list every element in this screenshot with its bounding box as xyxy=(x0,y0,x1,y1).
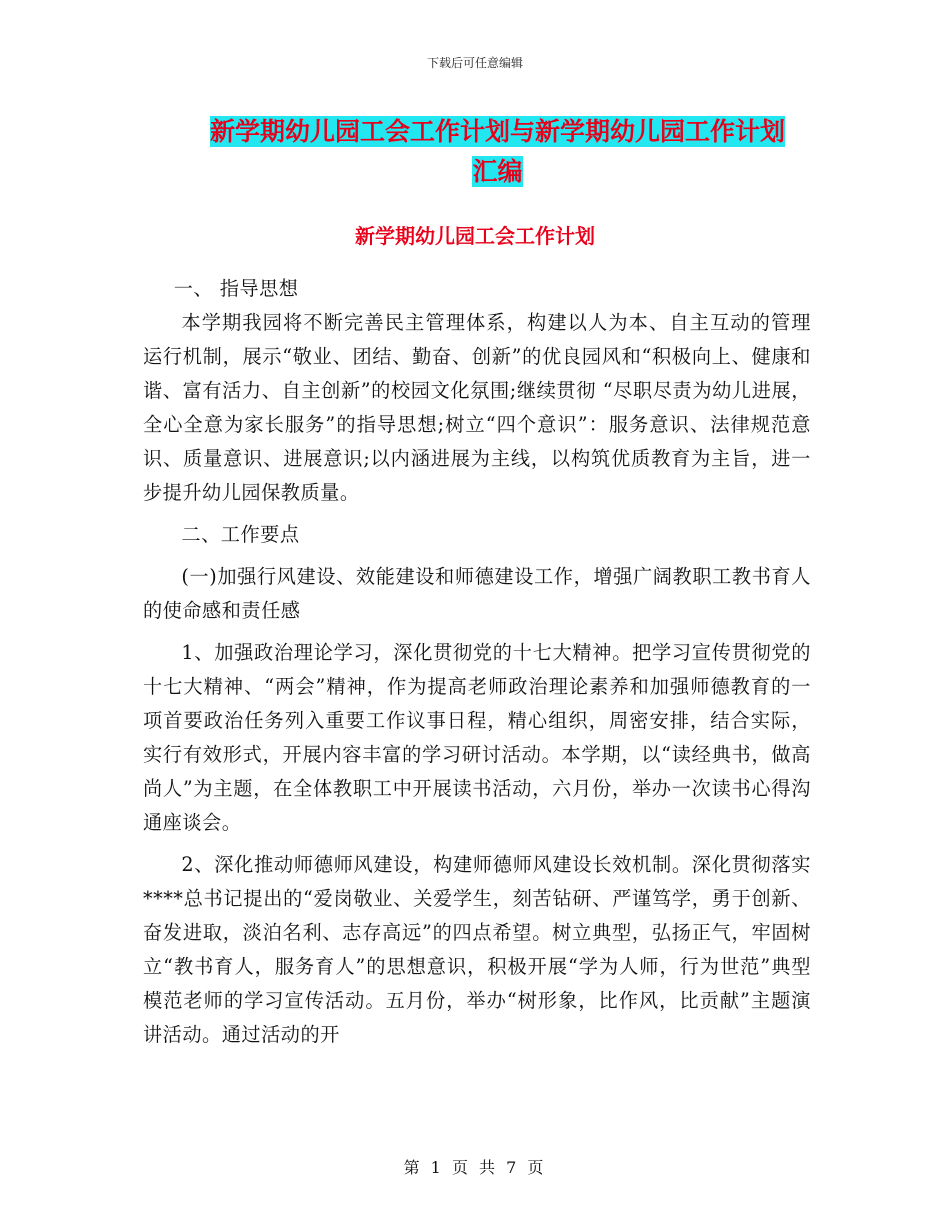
title-line-1: 新学期幼儿园工会工作计划与新学期幼儿园工作计划 xyxy=(209,117,785,146)
body-text xyxy=(143,272,811,1052)
title-line-2: 汇编 xyxy=(472,157,523,186)
section-title: 新学期幼儿园工会工作计划 xyxy=(355,224,595,248)
heading-guiding-ideology: 一、 指导思想 xyxy=(173,277,299,300)
header-note: 下载后可任意编辑 xyxy=(426,56,523,70)
paragraph-item-1: 1、加强政治理论学习，深化贯彻党的十七大精神。把学习宣传贯彻党的十七大精神、“两会”精神，作为提高老师政治理论素养和加强师德教育的一项首要政治任务列入重要工作议事日程，精心组织，周密安排，结合实际，实行有效形式，开展内容丰富的学习研讨活动。本学期，以“读经典书，做高尚人”为主题，在全体教职工中开展读书活动，六月份，举办一次读书心得沟通座谈会。 xyxy=(143,641,811,834)
document-title xyxy=(190,112,805,192)
subheading-item-1: (一)加强行风建设、效能建设和师德建设工作，增强广阔教职工教书育人的使命感和责任感 xyxy=(143,565,811,622)
heading-work-points: 二、工作要点 xyxy=(181,523,300,546)
paragraph-guiding-ideology: 本学期我园将不断完善民主管理体系，构建以人为本、自主互动的管理运行机制，展示“敬业、团结、勤奋、创新”的优良园风和“积极向上、健康和谐、富有活力、自主创新”的校园文化氛围;继续贯彻 “尽职尽责为幼儿进展，全心全意为家长服务”的指导思想;树立“四个意识”：服务意识、法律规范意识、质量意识、进展意识;以内涵进展为主线，以构筑优质教育为主旨，进一步提升幼儿园保教质量。 xyxy=(143,311,811,504)
paragraph-item-2: 2、深化推动师德师风建设，构建师德师风建设长效机制。深化贯彻落实****总书记提出的“爱岗敬业、关爱学生，刻苦钻研、严谨笃学，勇于创新、奋发进取，淡泊名利、志存高远”的四点希望。树立典型，弘扬正气，牢固树立“教书育人，服务育人”的思想意识，积极开展“学为人师，行为世范”典型模范老师的学习宣传活动。五月份，举办“树形象，比作风，比贡献”主题演讲活动。通过活动的开 xyxy=(143,853,811,1046)
page-number: 第 1 页 共 7 页 xyxy=(403,1158,547,1177)
